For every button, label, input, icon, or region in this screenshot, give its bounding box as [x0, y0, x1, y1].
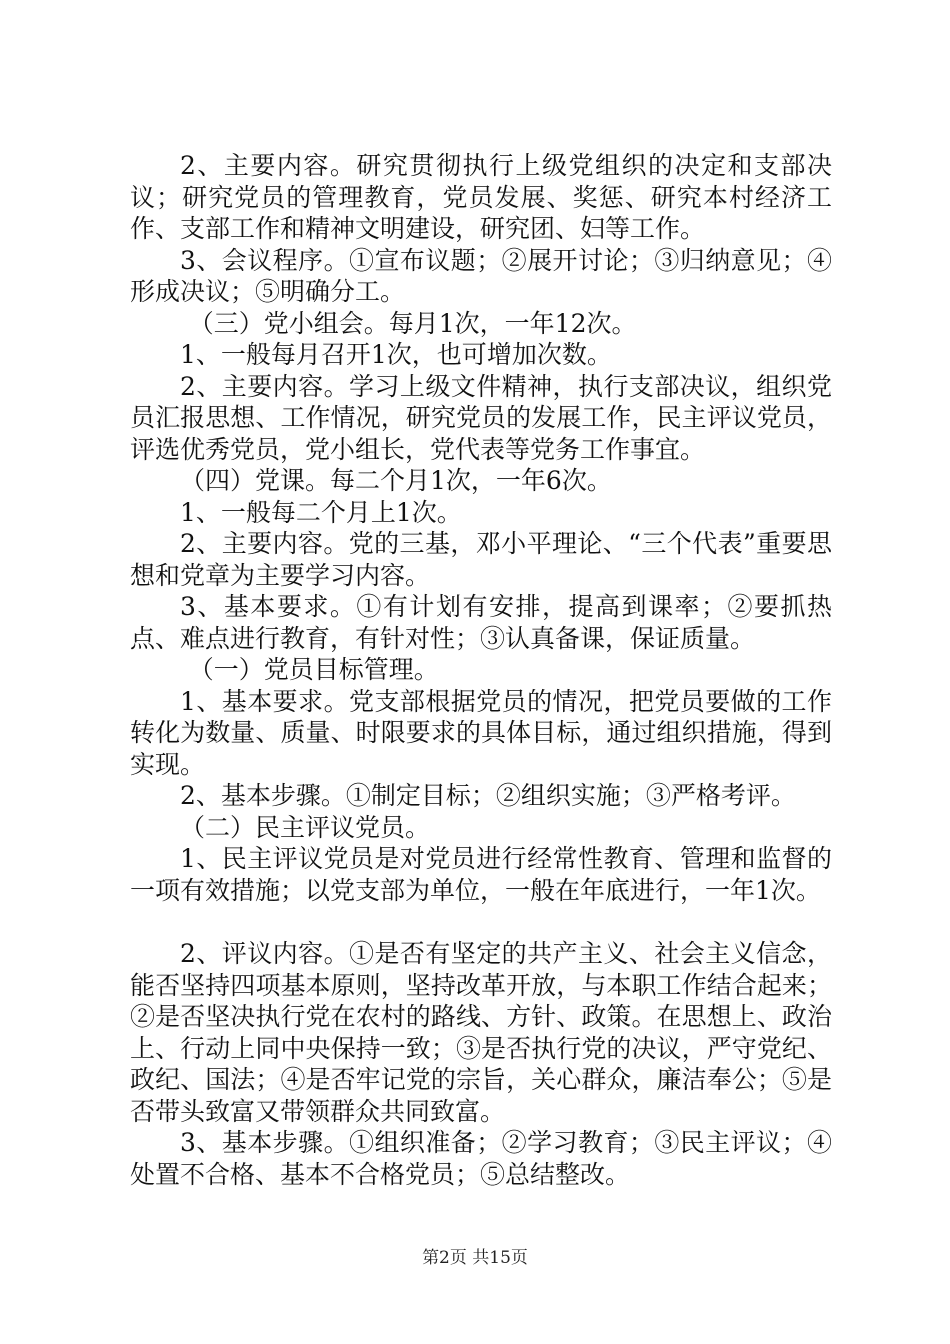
section-heading: （二）民主评议党员。 [180, 812, 431, 842]
paragraph: 1、一般每月召开1次，也可增加次数。 [180, 340, 612, 369]
paragraph: 1、民主评议党员是对党员进行经常性教育、管理和监督的一项有效措施；以党支部为单位，一般在年底进行，一年1次。 [130, 844, 832, 905]
document-body [130, 150, 832, 1190]
section-heading: （一）党员目标管理。 [188, 655, 439, 684]
paragraph: 2、主要内容。党的三基，邓小平理论、“三个代表”重要思想和党章为主要学习内容。 [130, 529, 832, 590]
section-heading: （四）党课。每二个月1次，一年6次。 [180, 466, 612, 495]
section-heading: （三）党小组会。每月1次，一年12次。 [188, 308, 637, 338]
paragraph: 3、会议程序。①宣布议题；②展开讨论；③归纳意见；④形成决议；⑤明确分工。 [130, 245, 832, 306]
paragraph: 2、基本步骤。①制定目标；②组织实施；③严格考评。 [180, 781, 796, 810]
paragraph: 3、基本要求。①有计划有安排，提高到课率；②要抓热点、难点进行教育，有针对性；③认真备课，保证质量。 [130, 592, 832, 653]
paragraph: 2、主要内容。学习上级文件精神，执行支部决议，组织党员汇报思想、工作情况，研究党员的发展工作，民主评议党员，评选优秀党员，党小组长，党代表等党务工作事宜。 [130, 371, 832, 464]
paragraph-gap [130, 906, 832, 938]
paragraph: 3、基本步骤。①组织准备；②学习教育；③民主评议；④处置不合格、基本不合格党员；⑤总结整改。 [130, 1128, 832, 1189]
paragraph: 2、评议内容。①是否有坚定的共产主义、社会主义信念，能否坚持四项基本原则，坚持改革开放，与本职工作结合起来；②是否坚决执行党在农村的路线、方针、政策。在思想上、政治上、行动上同中央保持一致；③是否执行党的决议，严守党纪、政纪、国法；④是否牢记党的宗旨，关心群众，廉洁奉公；⑤是否带头致富又带领群众共同致富。 [130, 939, 832, 1126]
paragraph: 2、主要内容。研究贯彻执行上级党组织的决定和支部决议；研究党员的管理教育，党员发展、奖惩、研究本村经济工作、支部工作和精神文明建设，研究团、妇等工作。 [130, 151, 832, 243]
paragraph: 1、基本要求。党支部根据党员的情况，把党员要做的工作转化为数量、质量、时限要求的具体目标，通过组织措施，得到实现。 [130, 686, 832, 779]
paragraph: 1、一般每二个月上1次。 [180, 497, 462, 527]
page-footer: 第2页 共15页 [422, 1248, 528, 1268]
